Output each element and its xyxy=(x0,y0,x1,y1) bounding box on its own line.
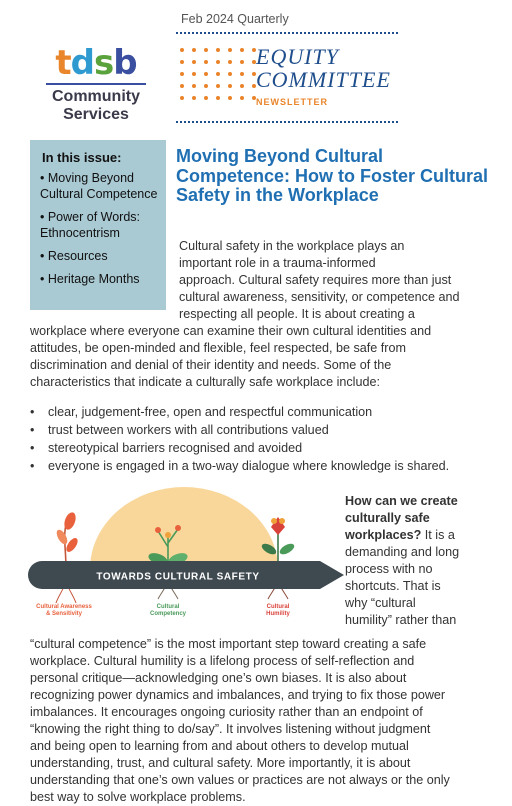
logo-subtitle-line1: Community xyxy=(52,88,140,105)
final-line: “knowing the right thing to do/say”. It involves listening without judgment xyxy=(30,722,431,736)
intro-line: cultural awareness, sensitivity, or competence and xyxy=(179,290,460,304)
paragraph-line: discrimination and denial of their identity and needs. Some of the xyxy=(30,358,392,372)
paragraph-line: attitudes, be open-minded and flexible, feel respected, be safe from xyxy=(30,341,406,355)
tdsb-logo xyxy=(40,43,152,124)
intro-line: approach. Cultural safety requires more than just xyxy=(179,273,452,287)
final-paragraph xyxy=(30,636,508,806)
cultural-safety-diagram xyxy=(28,487,348,622)
logo-wordmark xyxy=(40,43,152,83)
issue-item: • Resources xyxy=(40,249,108,263)
side-question: How can we create culturally safe workplaces? xyxy=(345,494,458,542)
in-this-issue-box xyxy=(30,140,166,310)
header-divider-top xyxy=(176,32,398,34)
paragraph-line: characteristics that indicate a culturally safe workplace include: xyxy=(30,375,380,389)
issue-item: • Heritage Months xyxy=(40,272,140,286)
issue-list xyxy=(40,170,158,294)
arrow-label: TOWARDS CULTURAL SAFETY xyxy=(96,571,260,583)
logo-subtitle-line2: Services xyxy=(63,106,129,123)
stage-awareness-label-1: Cultural Awareness xyxy=(36,604,92,610)
intro-line: respecting all people. It is about creating a xyxy=(179,307,415,321)
bullet-item: • everyone is engaged in a two-way dialogue where knowledge is shared. xyxy=(30,458,500,475)
header-divider-bottom xyxy=(176,121,398,123)
plant-awareness-icon xyxy=(55,511,80,603)
bullet-item: • clear, judgement-free, open and respectful communication xyxy=(30,404,500,421)
logo-letter-d: d xyxy=(70,43,94,83)
logo-letter-t: t xyxy=(55,43,71,83)
issue-item: • Moving Beyond Cultural Competence xyxy=(40,171,158,201)
masthead-subtitle: NEWSLETTER xyxy=(256,97,328,107)
side-line: why “cultural xyxy=(345,596,416,610)
stage-awareness-label-2: & Sensitivity xyxy=(45,611,83,617)
masthead-line2: COMMITTEE xyxy=(256,67,391,92)
article-intro xyxy=(179,238,499,323)
intro-line: important role in a trauma-informed xyxy=(179,256,376,270)
stage-humility-label-1: Cultural xyxy=(266,604,290,610)
logo-subtitle xyxy=(40,88,152,124)
side-text-first: It is a xyxy=(424,528,455,542)
final-line: understanding that one’s own values or practices are not always or the only xyxy=(30,773,450,787)
side-line: demanding and long xyxy=(345,545,460,559)
masthead-line1: EQUITY xyxy=(256,44,340,69)
final-line: understanding, trust, and cultural safety. More importantly, it is about xyxy=(30,756,411,770)
final-line: imbalances. It encourages ongoing curiosity rather than an endpoint of xyxy=(30,705,423,719)
orange-dot-pattern xyxy=(180,48,256,100)
in-this-issue-heading: In this issue: xyxy=(42,150,122,165)
side-line: shortcuts. That is xyxy=(345,579,441,593)
final-line: and being open to learning from and about others to develop mutual xyxy=(30,739,409,753)
newsletter-masthead xyxy=(256,45,391,107)
paragraph-line: workplace where everyone can examine their own cultural identities and xyxy=(30,324,432,338)
side-column xyxy=(345,493,505,629)
final-line: recognizing power dynamics and imbalances, and trying to fix those power xyxy=(30,688,446,702)
side-line: humility” rather than xyxy=(345,613,457,627)
logo-letter-s: s xyxy=(94,43,114,83)
final-line: “cultural competence” is the most important step toward creating a safe xyxy=(30,637,427,651)
stage-competency-label-2: Competency xyxy=(149,611,187,617)
stage-humility-label-2: Humility xyxy=(266,611,290,617)
final-line: workplace. Cultural humility is a lifelong process of self-reflection and xyxy=(30,654,415,668)
final-line: personal critique—acknowledging one’s own biases. It is also about xyxy=(30,671,407,685)
intro-line: Cultural safety in the workplace plays an xyxy=(179,239,405,253)
article-headline: Moving Beyond Cultural Competence: How to Foster Cultural Safety in the Workplace xyxy=(176,146,489,205)
bullet-item: • trust between workers with all contributions valued xyxy=(30,422,500,439)
article-paragraph xyxy=(30,323,505,391)
bullet-item: • stereotypical barriers recognised and avoided xyxy=(30,440,500,457)
side-line: process with no xyxy=(345,562,433,576)
logo-underline xyxy=(46,83,146,85)
final-line: best way to solve workplace problems. xyxy=(30,790,246,804)
logo-letter-b: b xyxy=(113,43,137,83)
issue-item: • Power of Words: Ethnocentrism xyxy=(40,210,141,240)
stage-competency-label-1: Cultural xyxy=(156,604,180,610)
issue-date: Feb 2024 Quarterly xyxy=(181,12,289,26)
characteristics-list xyxy=(30,404,500,476)
